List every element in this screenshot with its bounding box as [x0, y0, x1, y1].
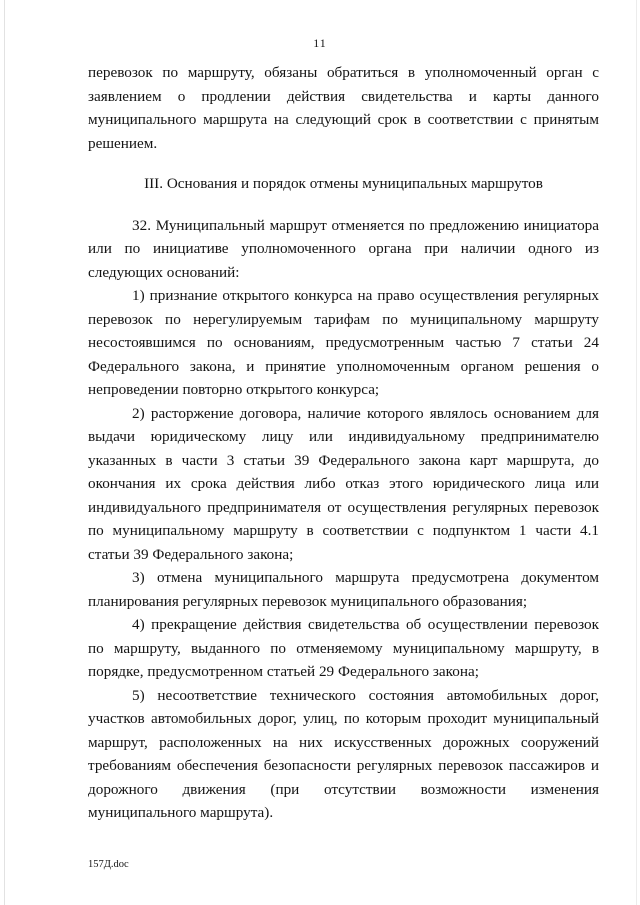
clause-32-paragraph: 32. Муниципальный маршрут отменяется по предложению инициатора или по инициативе уполномоченного органа при наличии одного из следующих оснований: [88, 216, 599, 281]
document-body [88, 61, 599, 825]
scan-edge-left [4, 0, 5, 905]
section-heading: III. Основания и порядок отмены муниципальных маршрутов [144, 175, 543, 192]
item-2-paragraph: 2) расторжение договора, наличие которого являлось основанием для выдачи юридическому лицу или индивидуальному предпринимателю указанных в части 3 статьи 39 Федерального закона карт маршрута, до окончания их срока действия либо отказ этого юридического лица или индивидуального предпринимателя от осуществления регулярных перевозок по муниципальному маршруту в соответствии с подпунктом 1 части 4.1 статьи 39 Федерального закона; [88, 404, 599, 563]
item-4-paragraph: 4) прекращение действия свидетельства об осуществлении перевозок по маршруту, выданного по отменяемому муниципальному маршруту, в порядке, предусмотренном статьей 29 Федерального закона; [88, 616, 599, 680]
file-name-footer: 157Д.doc [88, 859, 129, 870]
item-3-paragraph: 3) отмена муниципального маршрута предусмотрена документом планирования регулярных перевозок муниципального образования; [88, 569, 599, 610]
page-number: 11 [313, 36, 327, 50]
continuation-paragraph: перевозок по маршруту, обязаны обратиться в уполномоченный орган с заявлением о продлении действия свидетельства и карты данного муниципального маршрута на следующий срок в соответствии с принятым решением. [88, 64, 599, 152]
item-5-paragraph: 5) несоответствие технического состояния автомобильных дорог, участков автомобильных дорог, улиц, по которым проходит муниципальный маршрут, расположенных на них искусственных дорожных сооружений требованиям обеспечения безопасности регулярных перевозок пассажиров и дорожного движения (при отсутствии возможности изменения муниципального маршрута). [88, 686, 599, 821]
scan-edge-right [636, 0, 637, 905]
item-1-paragraph: 1) признание открытого конкурса на право осуществления регулярных перевозок по нерегулируемым тарифам по муниципальному маршруту несостоявшимся по основаниям, предусмотренным частью 7 статьи 24 Федерального закона, и принятие уполномоченным органом решения о непроведении повторно открытого конкурса; [88, 287, 599, 398]
